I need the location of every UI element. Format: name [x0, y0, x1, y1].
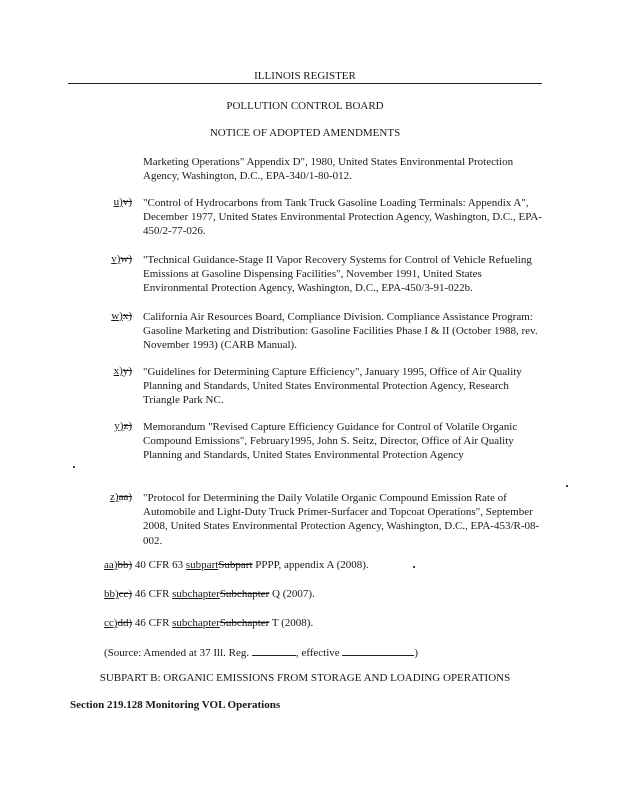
inserted-number: bb) [104, 588, 119, 600]
inserted-text: subpart [185, 559, 219, 571]
entry-text: "Guidelines for Determining Capture Efficiency", January 1995, Office of Air Quality Planning and Standards, United States Environmental Protection Agency, Research Triangle Park NC. [143, 366, 522, 407]
inserted-text: subchapter [172, 617, 220, 629]
inserted-number: z) [110, 491, 119, 503]
deleted-number: v) [122, 196, 132, 208]
entry-text: "Control of Hydrocarbons from Tank Truck Gasoline Loading Terminals: Appendix A", December 1977, United States Environmental Protection Agency, Washington, D.C., EPA-450/2-77-026. [143, 197, 542, 238]
header-rule [68, 83, 542, 84]
inserted-number: u) [113, 196, 123, 208]
entry-text: California Air Resources Board, Compliance Division. Compliance Assistance Program: Gasoline Marketing and Distribution: Gasoline Facilities Phase I & II (October 1988, rev. November 1993) (CARB Manual). [143, 311, 538, 352]
entry-number [92, 365, 132, 377]
scan-speck [566, 485, 568, 487]
inserted-number: x) [113, 365, 123, 377]
scan-speck [73, 466, 75, 468]
deleted-number: w) [120, 253, 132, 265]
board-title: POLLUTION CONTROL BOARD [226, 100, 384, 112]
deleted-number: bb) [117, 559, 133, 571]
deleted-number: aa) [118, 491, 132, 503]
inserted-number: y) [114, 420, 124, 432]
entry-number [92, 420, 132, 432]
inserted-number: aa) [104, 559, 118, 571]
deleted-number: cc) [118, 588, 133, 600]
reference-entry: aa)bb) 40 CFR 63 subpartSubpart PPPP, appendix A (2008). [104, 559, 369, 571]
reg-page-blank [252, 645, 296, 656]
deleted-text: Subchapter [219, 588, 270, 600]
notice-title: NOTICE OF ADOPTED AMENDMENTS [209, 127, 401, 139]
deleted-number: z) [123, 420, 132, 432]
entry-number [92, 196, 132, 208]
deleted-text: Subchapter [219, 617, 270, 629]
deleted-number: x) [122, 310, 132, 322]
inserted-number: v) [111, 253, 121, 265]
subpart-heading: SUBPART B: ORGANIC EMISSIONS FROM STORAGE AND LOADING OPERATIONS [99, 672, 511, 684]
entry-text: Memorandum "Revised Capture Efficiency Guidance for Control of Volatile Organic Compound Emissions", February1995, John S. Seitz, Director, Office of Air Quality Planning and Standards, United States Environmental Protection Agency [143, 421, 518, 462]
reference-entry: cc)dd) 46 CFR subchapterSubchapter T (2008). [104, 617, 314, 629]
entry-number [92, 310, 132, 322]
inserted-text: subchapter [172, 588, 220, 600]
continuation-text: Marketing Operations" Appendix D", 1980, United States Environmental Protection Agency, Washington, D.C., EPA-340/1-80-012. [143, 156, 514, 183]
entry-number [92, 491, 132, 503]
effective-date-blank [342, 645, 414, 656]
deleted-text: Subpart [218, 559, 253, 571]
deleted-number: y) [122, 365, 132, 377]
scan-speck [413, 566, 415, 568]
section-heading: Section 219.128 Monitoring VOL Operations [70, 699, 281, 711]
entry-text: "Technical Guidance-Stage II Vapor Recovery Systems for Control of Vehicle Refueling Emissions at Gasoline Dispensing Facilities", November 1991, United States Environmental Protection Agency, Washington, D.C., EPA-450/3-91-022b. [143, 254, 532, 295]
entry-number [92, 253, 132, 265]
entry-text: "Protocol for Determining the Daily Volatile Organic Compound Emission Rate of Automobile and Light-Duty Truck Primer-Surfacer and Topcoat Operations", September 2008, United States Environmental Protection Agency, Washington, D.C., EPA-453/R-08-002. [143, 492, 540, 547]
deleted-number: dd) [117, 617, 133, 629]
source-note: (Source: Amended at 37 Ill. Reg. , effective ) [104, 647, 419, 659]
inserted-number: cc) [104, 617, 118, 629]
register-title: ILLINOIS REGISTER [254, 70, 356, 82]
reference-entry: bb)cc) 46 CFR subchapterSubchapter Q (2007). [104, 588, 315, 600]
inserted-number: w) [111, 310, 123, 322]
